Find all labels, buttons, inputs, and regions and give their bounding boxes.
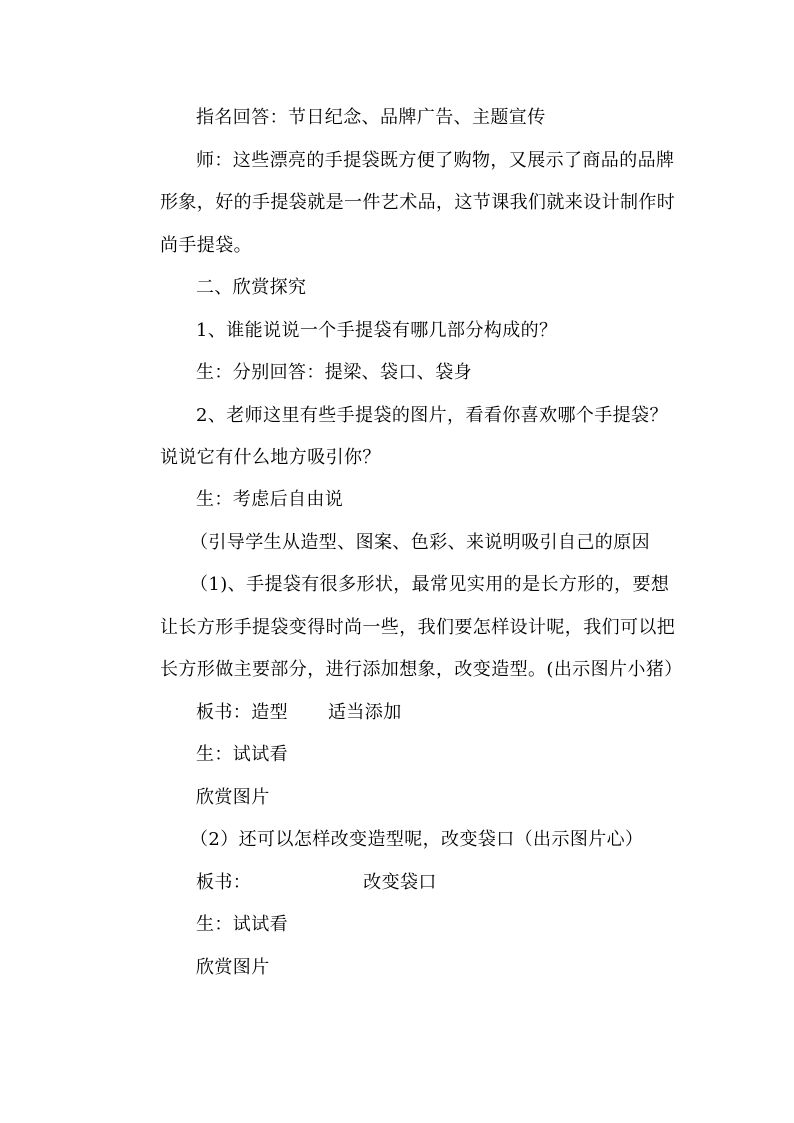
board-note	[196, 871, 437, 895]
board-note	[196, 701, 402, 725]
paragraph-line: 生：考虑后自由说	[196, 489, 344, 510]
paragraph-line: 生：试试看	[196, 914, 288, 935]
board-note-label: 板书：造型	[196, 702, 288, 723]
paragraph-line: 欣赏图片	[196, 957, 270, 978]
paragraph-line: （2）还可以怎样改变造型呢，改变袋口（出示图片心）	[190, 829, 644, 850]
paragraph-line: 2、老师这里有些手提袋的图片，看看你喜欢哪个手提袋？	[196, 405, 668, 426]
paragraph-line: 师：这些漂亮的手提袋既方便了购物，又展示了商品的品牌	[196, 150, 675, 171]
paragraph-line: （1)、手提袋有很多形状，最常见实用的是长方形的，要想	[190, 574, 670, 595]
board-note-value: 适当添加	[328, 702, 402, 723]
paragraph-line: 长方形做主要部分，进行添加想象，改变造型。(出示图片小猪）	[160, 659, 683, 680]
paragraph-line: 欣赏图片	[196, 787, 270, 808]
paragraph-line: 说说它有什么地方吸引你？	[160, 447, 381, 468]
paragraph-line: 形象，好的手提袋就是一件艺术品，这节课我们就来设计制作时	[160, 192, 676, 213]
board-note-label: 板书：	[196, 872, 252, 893]
paragraph-line: 尚手提袋。	[160, 235, 252, 256]
paragraph-line: 指名回答：节日纪念、品牌广告、主题宣传	[196, 107, 546, 128]
paragraph-line: 生：试试看	[196, 744, 288, 765]
paragraph-line: 1、谁能说说一个手提袋有哪几部分构成的？	[196, 320, 558, 341]
section-heading: 二、欣赏探究	[196, 277, 307, 298]
paragraph-line: 生：分别回答：提梁、袋口、袋身	[196, 362, 472, 383]
paragraph-line: （引导学生从造型、图案、色彩、来说明吸引自己的原因	[190, 532, 650, 553]
board-note-value: 改变袋口	[363, 872, 437, 893]
paragraph-line: 让长方形手提袋变得时尚一些，我们要怎样设计呢，我们可以把	[160, 617, 676, 638]
